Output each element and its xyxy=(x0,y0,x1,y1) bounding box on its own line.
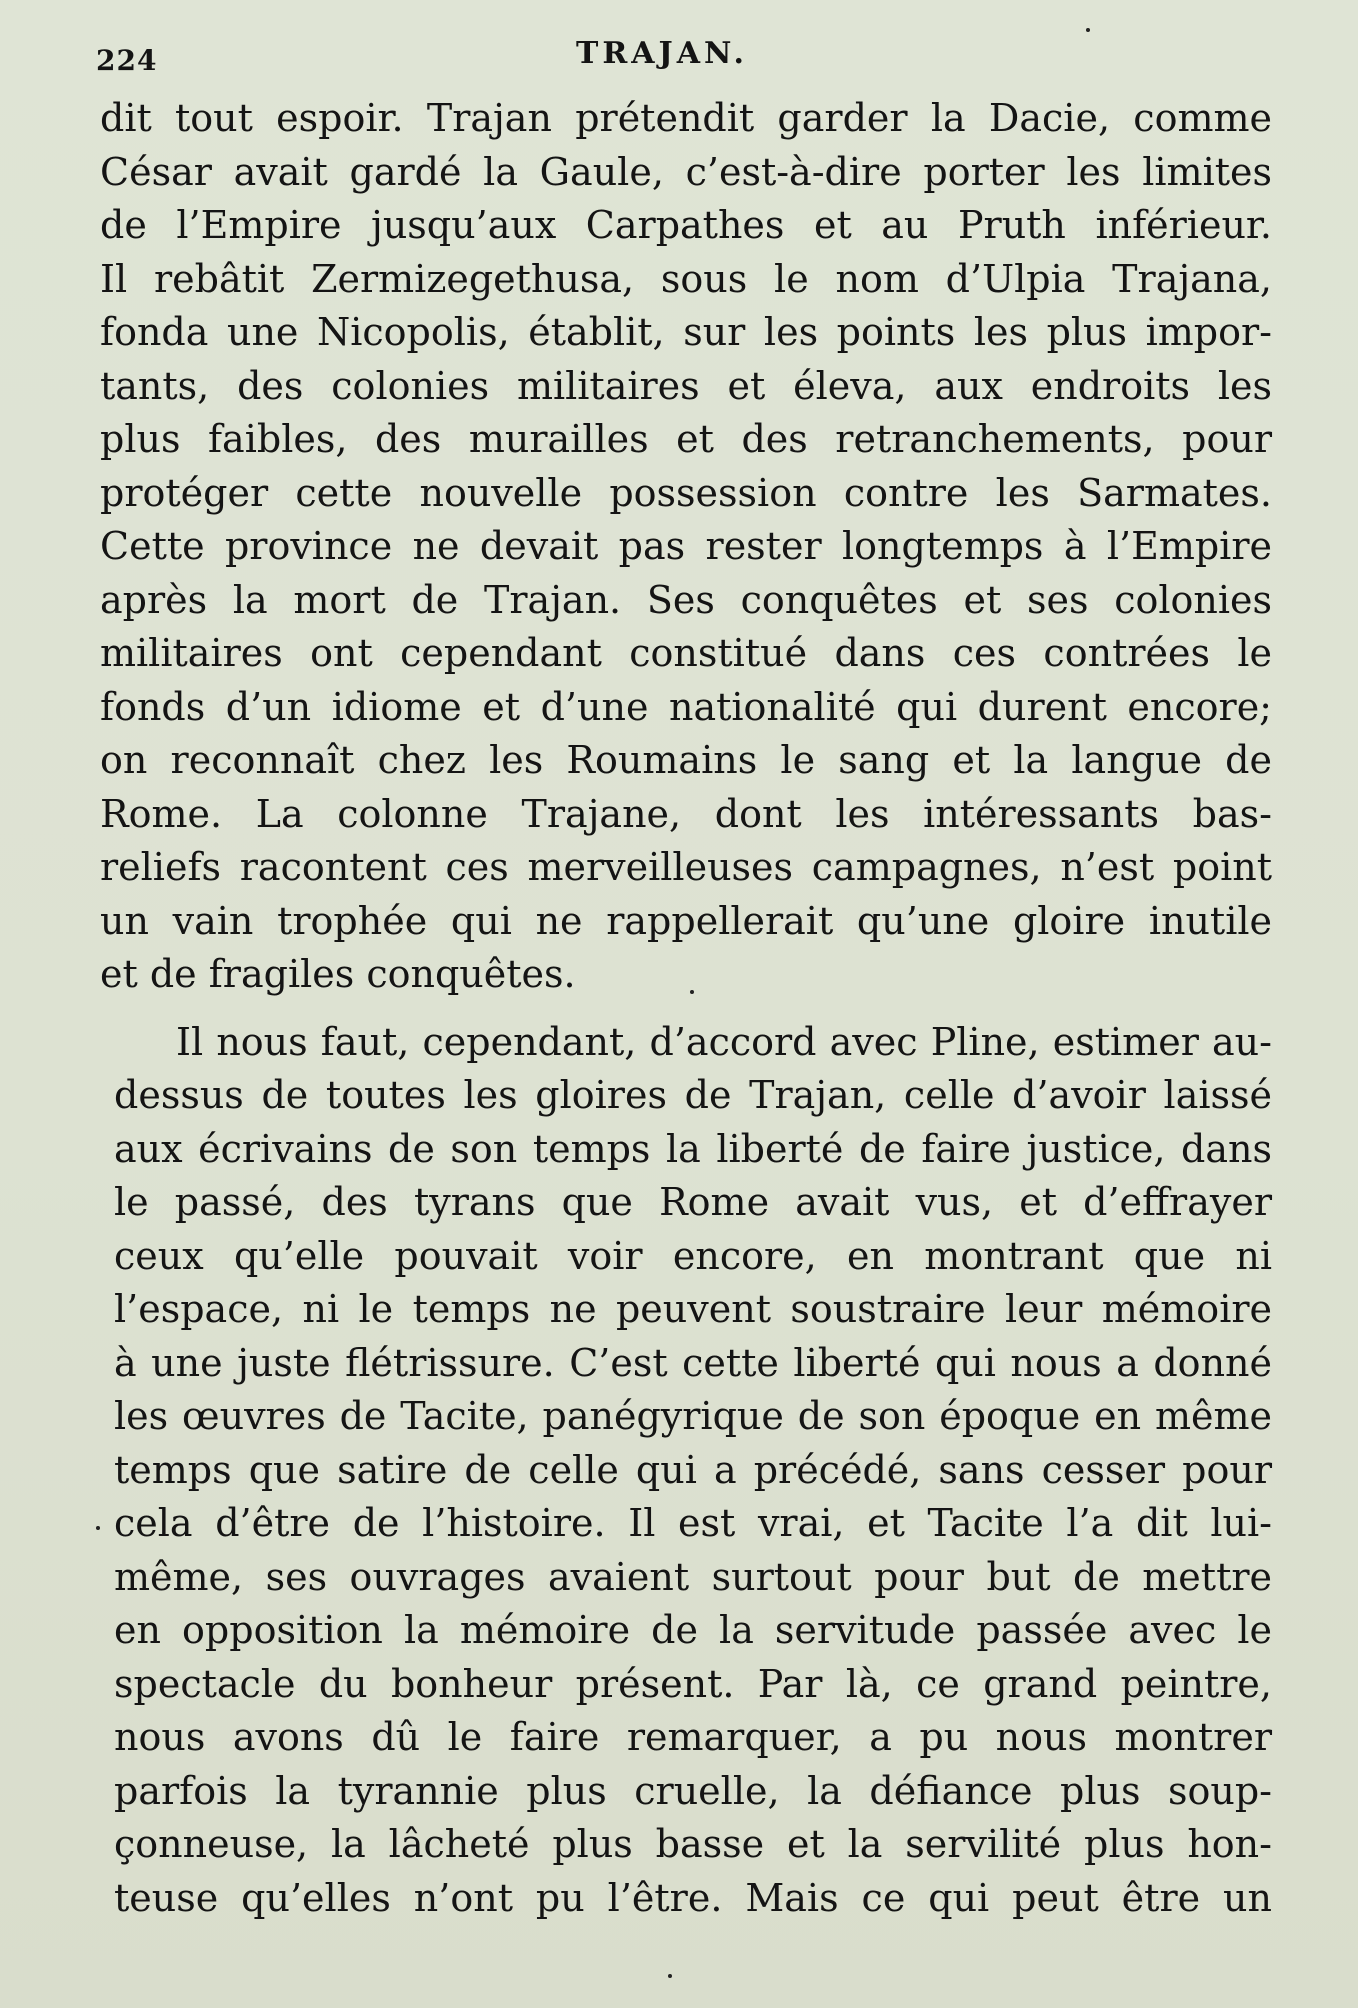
text-line: Cette province ne devait pas rester longtemps à l’Empire xyxy=(100,524,1272,568)
text-line: dessus de toutes les gloires de Trajan, celle d’avoir laissé xyxy=(114,1073,1272,1117)
text-line: çonneuse, la lâcheté plus basse et la servilité plus hon- xyxy=(114,1822,1272,1866)
text-line: même, ses ouvrages avaient surtout pour but de mettre xyxy=(114,1554,1272,1599)
text-line: on reconnaît chez les Roumains le sang et la langue de xyxy=(100,738,1272,782)
text-line: militaires ont cependant constitué dans ces contrées le xyxy=(100,631,1272,675)
text-line: fonda une Nicopolis, établit, sur les points les plus impor- xyxy=(100,310,1272,354)
body-text xyxy=(100,92,1272,1925)
paper-speck xyxy=(96,1526,100,1530)
text-line: le passé, des tyrans que Rome avait vus, et d’effrayer xyxy=(114,1180,1272,1224)
text-line: protéger cette nouvelle possession contre les Sarmates. xyxy=(100,470,1272,515)
text-line: aux écrivains de son temps la liberté de faire justice, dans xyxy=(114,1126,1272,1171)
text-line: tants, des colonies militaires et éleva, aux endroits les xyxy=(100,363,1272,408)
page-number: 224 xyxy=(96,44,158,77)
text-line: Rome. La colonne Trajane, dont les intéressants bas- xyxy=(100,791,1272,836)
text-line: ceux qu’elle pouvait voir encore, en montrant que ni xyxy=(114,1233,1272,1278)
paragraph-1 xyxy=(100,92,1272,1002)
text-line: dit tout espoir. Trajan prétendit garder la Dacie, comme xyxy=(100,96,1272,140)
paragraph-2 xyxy=(114,1016,1272,1926)
text-line: temps que satire de celle qui a précédé, sans cesser pour xyxy=(114,1447,1272,1492)
running-title: TRAJAN. xyxy=(576,36,748,71)
text-line: un vain trophée qui ne rappellerait qu’une gloire inutile xyxy=(100,898,1272,943)
text-line: après la mort de Trajan. Ses conquêtes et ses colonies xyxy=(100,577,1272,622)
text-line: César avait gardé la Gaule, c’est-à-dire porter les limites xyxy=(100,149,1272,194)
text-line: teuse qu’elles n’ont pu l’être. Mais ce qui peut être un xyxy=(114,1875,1272,1920)
text-line: à une juste flétrissure. C’est cette liberté qui nous a donné xyxy=(114,1340,1272,1385)
text-line: nous avons dû le faire remarquer, a pu nous montrer xyxy=(114,1715,1272,1759)
paper-speck xyxy=(690,990,694,994)
text-line: fonds d’un idiome et d’une nationalité qui durent encore; xyxy=(100,684,1272,729)
text-line: cela d’être de l’histoire. Il est vrai, et Tacite l’a dit lui- xyxy=(114,1501,1272,1545)
text-line: reliefs racontent ces merveilleuses campagnes, n’est point xyxy=(100,845,1272,889)
text-line: Il rebâtit Zermizegethusa, sous le nom d’Ulpia Trajana, xyxy=(100,256,1272,301)
text-line: l’espace, ni le temps ne peuvent soustraire leur mémoire xyxy=(114,1287,1272,1331)
text-line: en opposition la mémoire de la servitude passée avec le xyxy=(114,1608,1272,1652)
paper-speck xyxy=(1086,28,1090,32)
paper-speck xyxy=(668,1974,672,1978)
text-line: spectacle du bonheur présent. Par là, ce grand peintre, xyxy=(114,1661,1272,1706)
text-line: Il nous faut, cependant, d’accord avec Pline, estimer au- xyxy=(176,1019,1272,1064)
text-line: et de fragiles conquêtes. xyxy=(100,952,576,996)
text-line: plus faibles, des murailles et des retranchements, pour xyxy=(100,417,1272,461)
running-head xyxy=(96,36,1276,76)
text-line: de l’Empire jusqu’aux Carpathes et au Pruth inférieur. xyxy=(100,203,1272,247)
text-line: parfois la tyrannie plus cruelle, la défiance plus soup- xyxy=(114,1768,1272,1813)
text-line: les œuvres de Tacite, panégyrique de son époque en même xyxy=(114,1394,1272,1438)
